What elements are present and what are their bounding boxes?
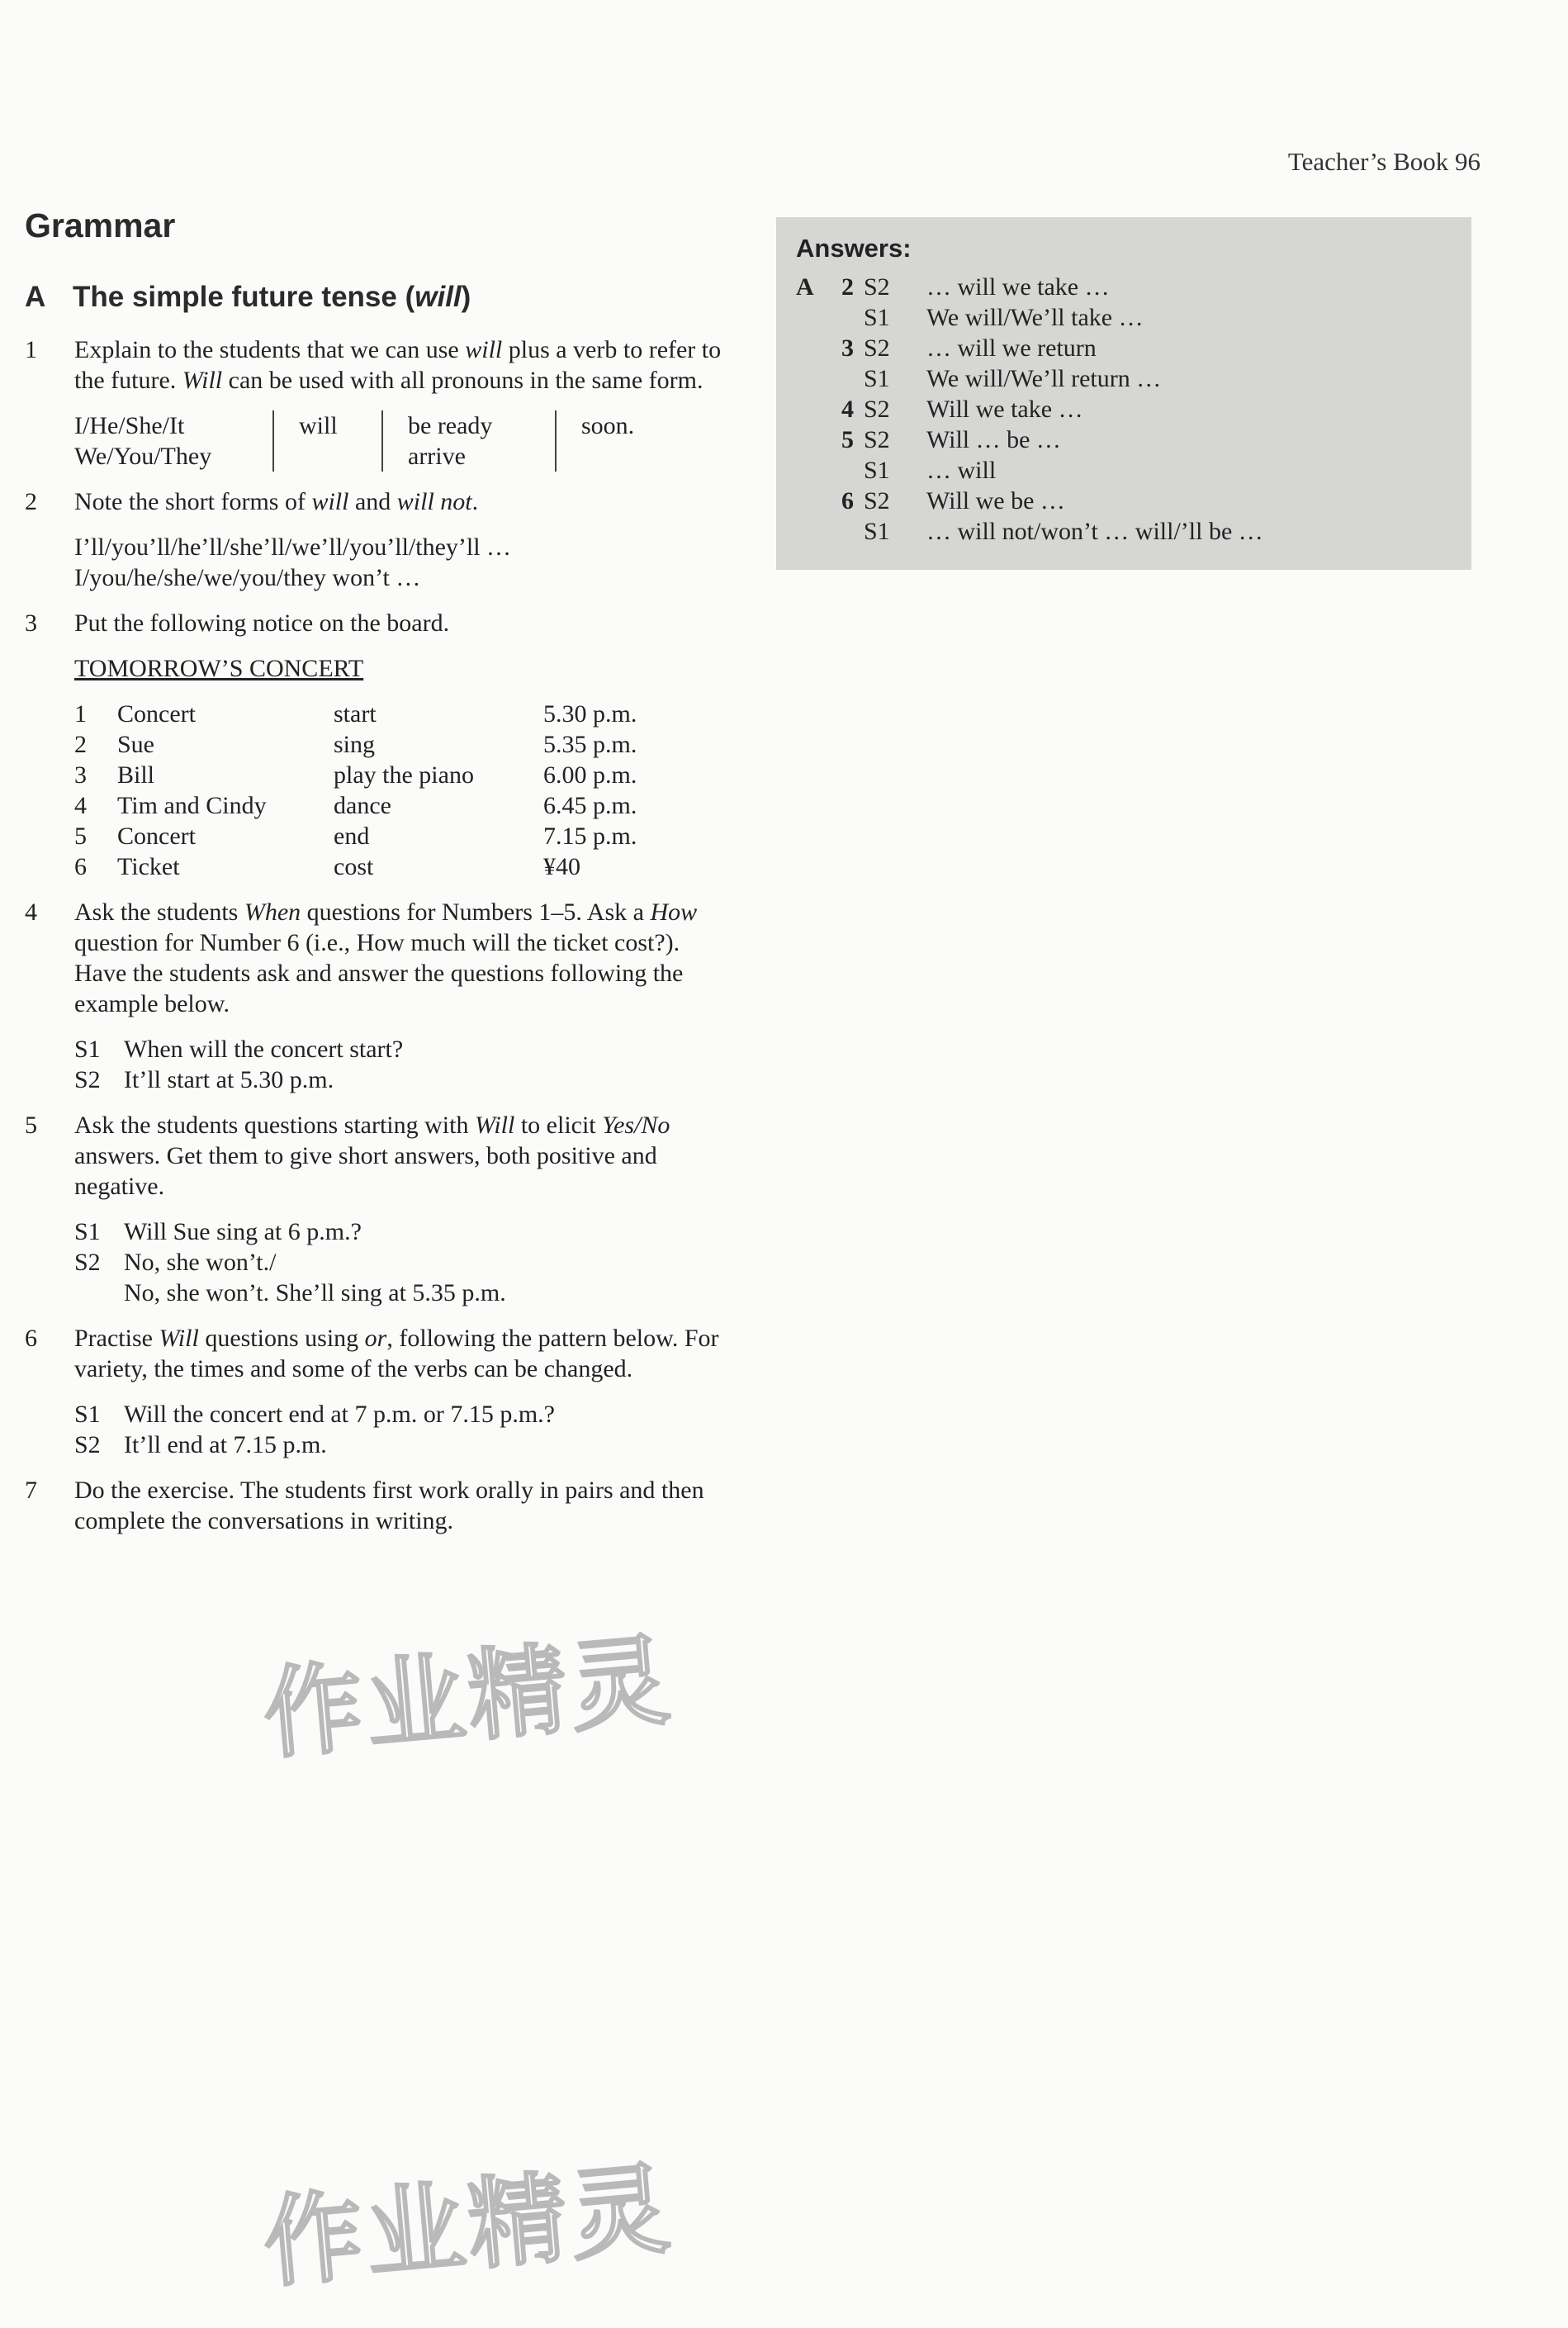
row-subject: Sue	[117, 731, 154, 758]
row-value: 7.15 p.m.	[543, 823, 637, 850]
answer-text: Will … be …	[926, 426, 1061, 453]
dialogue-text: No, she won’t./	[124, 1249, 277, 1276]
page-reference: Teacher’s Book 96	[1287, 147, 1480, 176]
text-run: can be used with all pronouns in the same form.	[222, 367, 703, 394]
answer-text: Will we take …	[926, 396, 1083, 423]
row-value: ¥40	[543, 853, 580, 880]
modal-text: will	[299, 412, 338, 439]
row-subject: Concert	[117, 823, 196, 850]
answer-row	[796, 424, 1389, 455]
text-run: answers. Get them to give short answers, both positive and negative.	[74, 1142, 657, 1200]
example-dialogue	[74, 1034, 727, 1095]
subsection-letter: A	[25, 281, 46, 313]
answer-number: 4	[841, 396, 854, 423]
time-text: soon.	[581, 412, 635, 439]
text-emphasis: How	[650, 898, 698, 926]
item-number: 1	[25, 336, 37, 363]
answer-number	[826, 363, 864, 394]
answer-row	[796, 394, 1389, 424]
answer-speaker: S2	[864, 426, 890, 453]
text-emphasis: Will	[159, 1325, 199, 1352]
text-emphasis: will	[465, 336, 503, 363]
instructions-column	[25, 334, 727, 1551]
concert-schedule	[74, 699, 727, 882]
text-emphasis: will	[311, 488, 349, 515]
dialogue-text: It’ll start at 5.30 p.m.	[124, 1066, 334, 1093]
notice-title: TOMORROW’S CONCERT	[74, 655, 364, 682]
answer-section	[796, 363, 826, 394]
row-subject: Ticket	[117, 853, 180, 880]
answer-text: … will	[926, 457, 997, 484]
row-number: 1	[74, 700, 87, 728]
item-text: Put the following notice on the board.	[74, 609, 450, 637]
speaker-label	[74, 1278, 124, 1308]
text-emphasis: will not	[396, 488, 472, 515]
text-run: question for Number 6 (i.e., How much will the ticket cost?). Have the students ask and answer the questions following the example below.	[74, 929, 684, 1017]
row-number: 3	[74, 761, 87, 789]
answer-number: 6	[841, 487, 854, 514]
text-emphasis: Yes/No	[602, 1112, 670, 1139]
answer-number: 2	[841, 273, 854, 301]
subsection-title-em: will	[415, 281, 462, 313]
row-subject: Bill	[117, 761, 155, 789]
answer-speaker: S1	[864, 365, 890, 392]
answers-list	[796, 272, 1389, 547]
schedule-row	[74, 821, 727, 851]
speaker-label: S1	[74, 1401, 101, 1428]
text-run: to elicit	[514, 1112, 603, 1139]
text-emphasis: Will	[182, 367, 223, 394]
answer-section: A	[796, 273, 814, 301]
row-value: 6.45 p.m.	[543, 792, 637, 819]
short-form-line: I/you/he/she/we/you/they won’t …	[74, 564, 421, 591]
answer-section	[796, 424, 826, 455]
dialogue-line	[74, 1399, 727, 1430]
example-dialogue	[74, 1399, 727, 1460]
answer-speaker: S2	[864, 334, 890, 362]
schedule-row	[74, 729, 727, 760]
dialogue-text: No, she won’t. She’ll sing at 5.35 p.m.	[124, 1279, 506, 1306]
row-verb: play the piano	[334, 761, 474, 789]
answer-section	[796, 455, 826, 486]
verb-text: be ready	[408, 412, 493, 439]
text-run: plus a verb to refer to the future.	[74, 336, 722, 394]
answer-text: We will/We’ll return …	[926, 365, 1162, 392]
answer-text: We will/We’ll take …	[926, 304, 1144, 331]
row-value: 5.30 p.m.	[543, 700, 637, 728]
answers-box	[776, 217, 1471, 570]
answer-number	[826, 302, 864, 333]
item-text	[74, 486, 727, 517]
section-title: Grammar	[25, 206, 176, 244]
item-text	[74, 1110, 727, 1202]
item-number: 2	[25, 488, 37, 515]
watermark: 作业精灵	[258, 1623, 678, 1774]
row-verb: end	[334, 823, 370, 850]
dialogue-line	[74, 1430, 727, 1460]
text-run: Note the short forms of	[74, 488, 312, 515]
answer-speaker: S2	[864, 396, 890, 423]
pronoun-text: We/You/They	[74, 443, 212, 470]
item-number: 3	[25, 609, 37, 637]
time-cell	[555, 410, 662, 472]
row-value: 5.35 p.m.	[543, 731, 637, 758]
schedule-row	[74, 851, 727, 882]
row-number: 2	[74, 731, 87, 758]
answer-row	[796, 363, 1389, 394]
verb-text: arrive	[408, 443, 466, 470]
answer-text: … will not/won’t … will/’ll be …	[926, 518, 1263, 545]
answer-number: 5	[841, 426, 854, 453]
answer-row	[796, 302, 1389, 333]
row-number: 5	[74, 823, 87, 850]
answer-section	[796, 302, 826, 333]
answer-speaker: S1	[864, 518, 890, 545]
text-emphasis: or	[364, 1325, 387, 1352]
answer-number	[826, 516, 864, 547]
dialogue-text: Will Sue sing at 6 p.m.?	[124, 1218, 362, 1245]
pronoun-cell	[74, 410, 272, 472]
answer-section	[796, 486, 826, 516]
row-verb: dance	[334, 792, 391, 819]
speaker-label: S2	[74, 1249, 101, 1276]
row-verb: cost	[334, 853, 374, 880]
dialogue-text: Will the concert end at 7 p.m. or 7.15 p.m.?	[124, 1401, 555, 1428]
answer-text: … will we return	[926, 334, 1097, 362]
item-number: 6	[25, 1325, 37, 1352]
answer-row	[796, 272, 1389, 302]
text-run: and	[348, 488, 397, 515]
answer-number: 3	[841, 334, 854, 362]
instruction-item-6	[25, 1323, 727, 1460]
row-verb: sing	[334, 731, 376, 758]
text-run: Ask the students questions starting with	[74, 1112, 475, 1139]
row-subject: Concert	[117, 700, 196, 728]
answer-speaker: S1	[864, 304, 890, 331]
verb-cell	[381, 410, 555, 472]
schedule-row	[74, 699, 727, 729]
answer-row	[796, 486, 1389, 516]
speaker-label: S1	[74, 1036, 101, 1063]
item-text	[74, 334, 727, 396]
instruction-item-1	[25, 334, 727, 472]
item-number: 7	[25, 1477, 37, 1504]
answer-speaker: S2	[864, 487, 890, 514]
answer-row	[796, 516, 1389, 547]
row-number: 6	[74, 853, 87, 880]
watermark: 作业精灵	[258, 2151, 678, 2302]
modal-cell	[272, 410, 381, 472]
answer-section	[796, 333, 826, 363]
dialogue-line	[74, 1064, 727, 1095]
answer-speaker: S2	[864, 273, 890, 301]
short-forms	[74, 532, 727, 593]
text-emphasis: When	[244, 898, 301, 926]
answer-section	[796, 516, 826, 547]
text-run: Ask the students	[74, 898, 244, 926]
answer-text: Will we be …	[926, 487, 1065, 514]
row-subject: Tim and Cindy	[117, 792, 267, 819]
instruction-item-3	[25, 608, 727, 882]
speaker-label: S1	[74, 1218, 101, 1245]
answer-section	[796, 394, 826, 424]
item-text: Do the exercise. The students first work orally in pairs and then complete the conversations in writing.	[74, 1477, 704, 1534]
item-number: 4	[25, 898, 37, 926]
instruction-item-4	[25, 897, 727, 1095]
text-run: , following the pattern below. For variety, the times and some of the verbs can be changed.	[74, 1325, 719, 1382]
schedule-row	[74, 790, 727, 821]
subsection-title: The simple future tense (	[73, 281, 415, 313]
dialogue-line	[74, 1247, 727, 1278]
speaker-label: S2	[74, 1431, 101, 1458]
item-text	[74, 897, 727, 1019]
item-number: 5	[25, 1112, 37, 1139]
pronoun-text: I/He/She/It	[74, 412, 185, 439]
speaker-label: S2	[74, 1066, 101, 1093]
dialogue-line	[74, 1034, 727, 1064]
row-verb: start	[334, 700, 377, 728]
answer-row	[796, 455, 1389, 486]
instruction-item-2	[25, 486, 727, 593]
text-emphasis: Will	[474, 1112, 515, 1139]
answer-number	[826, 455, 864, 486]
dialogue-text: When will the concert start?	[124, 1036, 404, 1063]
text-run: Explain to the students that we can use	[74, 336, 466, 363]
short-form-line: I’ll/you’ll/he’ll/she’ll/we’ll/you’ll/they’ll …	[74, 533, 512, 561]
instruction-item-7	[25, 1475, 727, 1536]
text-run: questions using	[198, 1325, 365, 1352]
answers-title: Answers:	[796, 234, 912, 263]
dialogue-line	[74, 1278, 727, 1308]
text-run: .	[471, 488, 479, 515]
answer-speaker: S1	[864, 457, 890, 484]
subsection-title-end: )	[461, 281, 471, 313]
item-text	[74, 1323, 727, 1384]
answer-text: … will we take …	[926, 273, 1110, 301]
subsection-heading	[25, 281, 471, 314]
example-dialogue	[74, 1216, 727, 1308]
dialogue-text: It’ll end at 7.15 p.m.	[124, 1431, 327, 1458]
answer-row	[796, 333, 1389, 363]
text-run: questions for Numbers 1–5. Ask a	[301, 898, 651, 926]
text-run: Practise	[74, 1325, 159, 1352]
row-number: 4	[74, 792, 87, 819]
instruction-item-5	[25, 1110, 727, 1308]
dialogue-line	[74, 1216, 727, 1247]
pronoun-table	[74, 410, 727, 472]
schedule-row	[74, 760, 727, 790]
row-value: 6.00 p.m.	[543, 761, 637, 789]
